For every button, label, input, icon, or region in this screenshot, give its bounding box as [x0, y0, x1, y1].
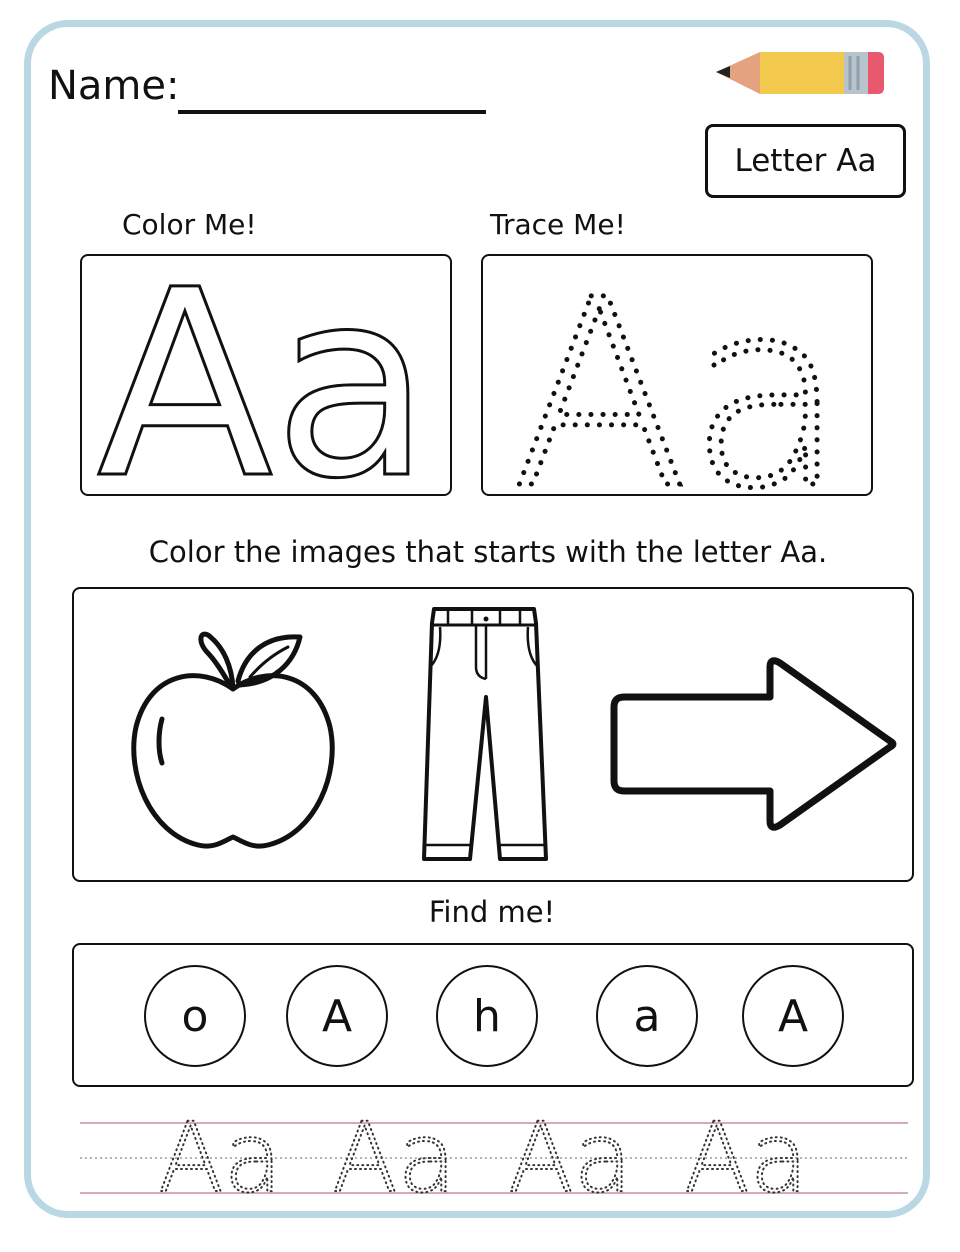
arrow-icon[interactable]	[610, 657, 896, 831]
name-label: Name:	[48, 63, 180, 109]
practice-letters-4: Aa	[684, 1102, 809, 1214]
color-me-letters: Aa	[96, 235, 432, 535]
letter-badge: Letter Aa	[705, 124, 906, 198]
practice-letters-3: Aa	[508, 1102, 633, 1214]
name-blank-line[interactable]	[178, 110, 486, 114]
apple-icon[interactable]	[128, 623, 338, 853]
find-letter-3[interactable]: h	[436, 965, 538, 1067]
color-me-box	[80, 235, 452, 535]
find-letter-1[interactable]: o	[144, 965, 246, 1067]
find-letter-5[interactable]: A	[742, 965, 844, 1067]
trace-me-label: Trace Me!	[490, 208, 626, 241]
practice-letters-1: Aa	[158, 1102, 283, 1214]
pants-icon[interactable]	[420, 605, 550, 867]
images-instruction: Color the images that starts with the letter Aa.	[148, 535, 828, 569]
find-letter-2[interactable]: A	[286, 965, 388, 1067]
pencil-icon	[712, 50, 888, 98]
dotted-letters	[483, 245, 873, 545]
find-me-box	[72, 943, 914, 1087]
images-box	[72, 587, 914, 882]
color-me-label: Color Me!	[122, 208, 257, 241]
practice-letters-2: Aa	[332, 1102, 457, 1214]
trace-me-box	[481, 245, 873, 545]
find-me-label: Find me!	[428, 895, 556, 929]
handwriting-practice[interactable]	[80, 1102, 910, 1214]
outlined-letters	[82, 235, 452, 535]
trace-me-letters: Aa	[511, 245, 847, 545]
find-letter-4[interactable]: a	[596, 965, 698, 1067]
